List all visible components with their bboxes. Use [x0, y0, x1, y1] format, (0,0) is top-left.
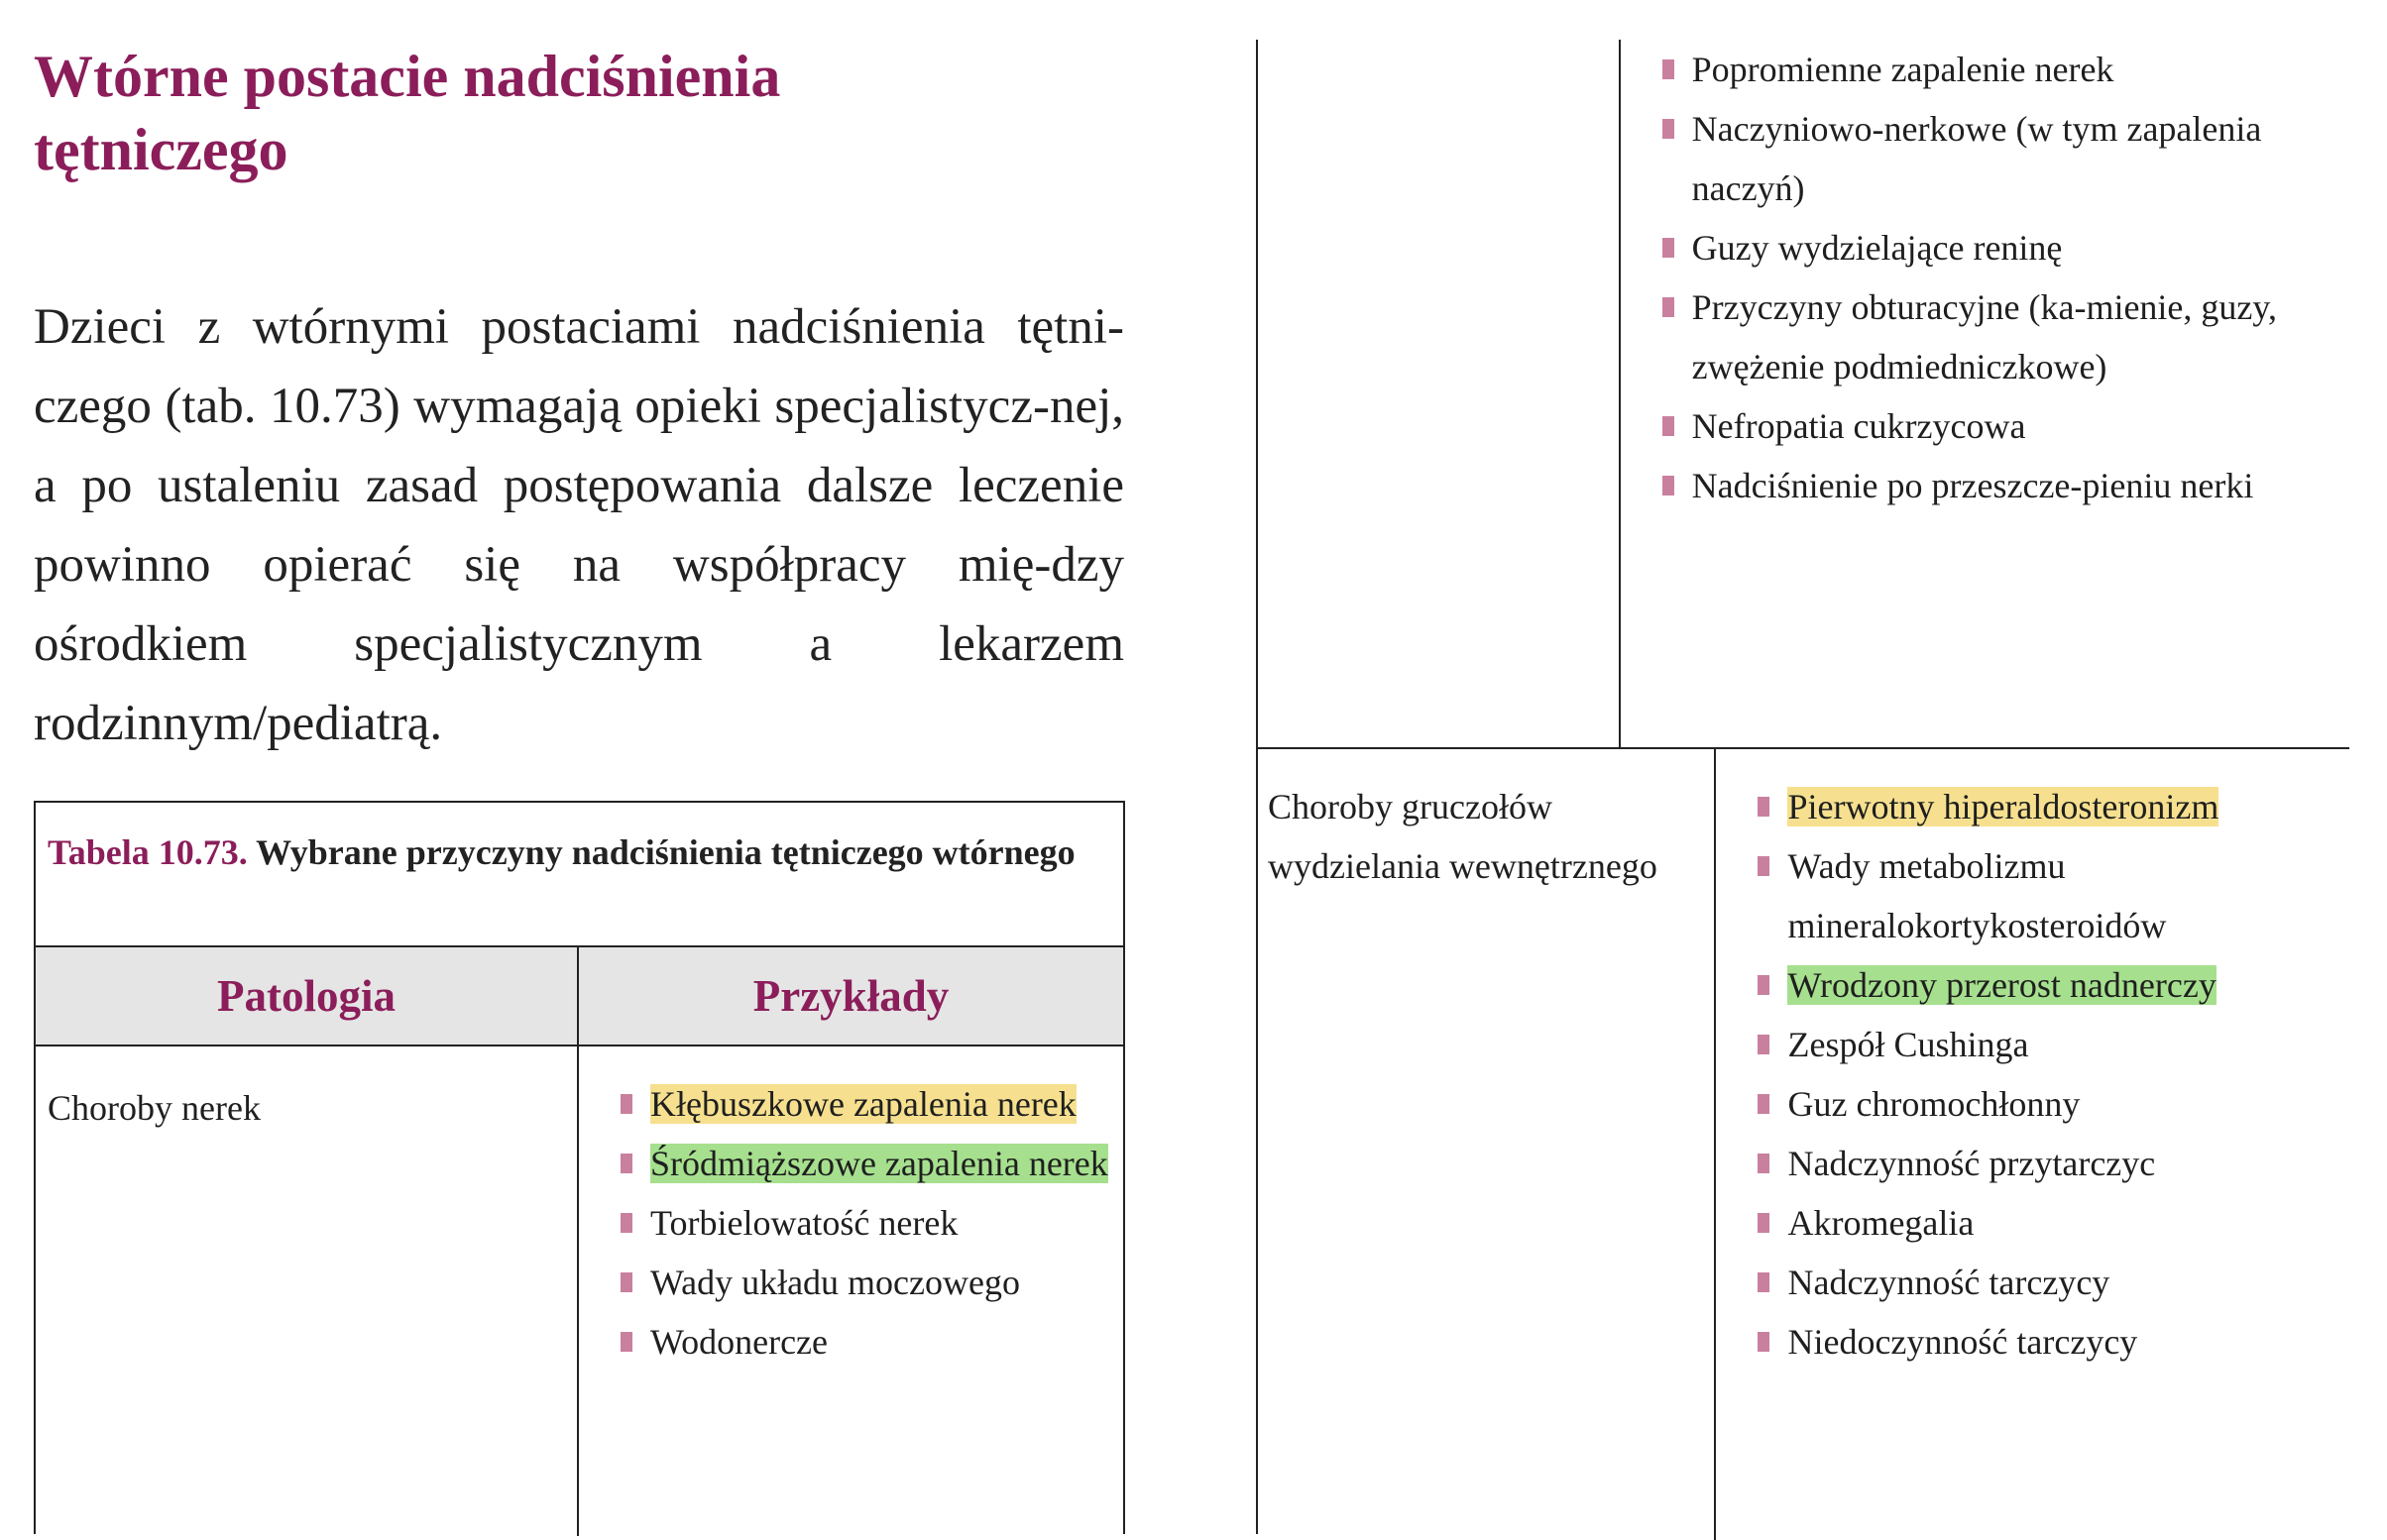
section-heading-line-1: Wtórne postacie nadciśnienia — [34, 44, 781, 109]
examples-list — [1662, 40, 2339, 515]
examples-cell — [579, 1046, 1123, 1536]
column-header-pathology: Patologia — [36, 947, 579, 1045]
examples-cell — [1716, 749, 2349, 1540]
table-row-kidney — [36, 1046, 1123, 1536]
table-caption — [36, 803, 1123, 947]
intro-paragraph: Dzieci z wtórnymi postaciami nadciśnienia tętni-czego (tab. 10.73) wymagają opieki specjalistycz-nej, a po ustaleniu zasad postępowania dalsze leczenie powinno opierać się na współpracy mię-dzy ośrodkiem specjalistycznym a lekarzem rodzinnym/pediatrą. — [34, 299, 1124, 751]
list-item: Przyczyny obturacyjne (ka-mienie, guzy, zwężenie podmiedniczkowe) — [1662, 277, 2339, 396]
table-caption-text: Wybrane przyczyny nadciśnienia tętniczego wtórnego — [256, 832, 1076, 872]
highlighted-text: Wrodzony przerost nadnerczy — [1787, 965, 2216, 1005]
list-item: Nadciśnienie po przeszcze-pieniu nerki — [1662, 456, 2339, 515]
examples-list — [621, 1074, 1113, 1372]
list-item: Wodonercze — [621, 1312, 1113, 1372]
list-item — [621, 1134, 1113, 1193]
table-row-endocrine — [1258, 747, 2349, 1540]
pathology-cell: Choroby gruczołów wydzielania wewnętrznego — [1258, 749, 1716, 1540]
list-item: Guzy wydzielające reninę — [1662, 218, 2339, 277]
list-item — [621, 1074, 1113, 1134]
list-item — [1758, 777, 2339, 836]
section-heading — [34, 40, 1124, 186]
list-item: Zespół Cushinga — [1758, 1015, 2339, 1074]
highlighted-text: Pierwotny hiperaldosteronizm — [1787, 787, 2219, 826]
table-caption-label: Tabela 10.73. — [48, 832, 248, 872]
list-item: Naczyniowo-nerkowe (w tym zapalenia naczyń) — [1662, 99, 2339, 218]
column-header-examples: Przykłady — [752, 971, 950, 1021]
list-item — [1758, 955, 2339, 1015]
highlighted-text: Śródmiąższowe zapalenia nerek — [650, 1144, 1108, 1183]
list-item: Torbielowatość nerek — [621, 1193, 1113, 1253]
list-item: Nadczynność tarczycy — [1758, 1253, 2339, 1312]
list-item: Akromegalia — [1758, 1193, 2339, 1253]
examples-cell — [1621, 40, 2349, 747]
pathology-cell: Choroby nerek — [36, 1046, 579, 1536]
causes-table-continued — [1256, 40, 2349, 1534]
section-heading-line-2: tętniczego — [34, 117, 288, 182]
list-item: Nefropatia cukrzycowa — [1662, 396, 2339, 456]
table-header-row — [36, 947, 1123, 1046]
highlighted-text: Kłębuszkowe zapalenia nerek — [650, 1084, 1077, 1124]
table-row-kidney-continued — [1258, 40, 2349, 747]
list-item: Niedoczynność tarczycy — [1758, 1312, 2339, 1372]
list-item: Wady układu moczowego — [621, 1253, 1113, 1312]
list-item: Wady metabolizmu mineralokortykosteroidów — [1758, 836, 2339, 955]
list-item: Guz chromochłonny — [1758, 1074, 2339, 1134]
examples-list — [1758, 777, 2339, 1372]
pathology-cell-empty — [1258, 40, 1621, 747]
causes-table — [34, 801, 1125, 1534]
list-item: Popromienne zapalenie nerek — [1662, 40, 2339, 99]
list-item: Nadczynność przytarczyc — [1758, 1134, 2339, 1193]
